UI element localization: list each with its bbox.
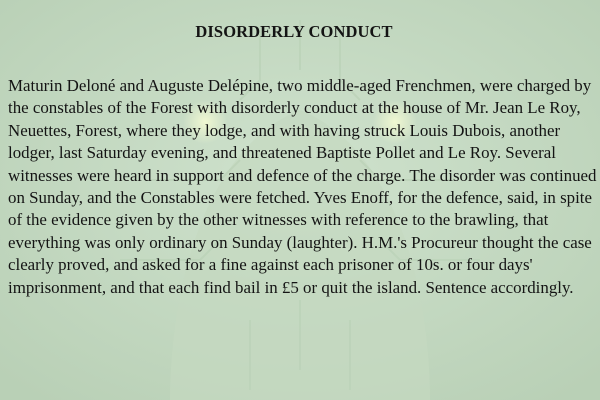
article-title: DISORDERLY CONDUCT <box>195 22 393 41</box>
article-body: Maturin Deloné and Auguste Delépine, two middle-aged Frenchmen, were charged by the constables of the Forest with disorderly conduct at the house of Mr. Jean Le Roy, Neuettes, Forest, where they lodge, and with having struck Louis Dubois, another lodger, last Saturday evening, and threatened Baptiste Pollet and Le Roy. Several witnesses were heard in support and defence of the charge. The disorder was continued on Sunday, and the Constables were fetched. Yves Enoff, for the defence, said, in spite of the evidence given by the other witnesses with reference to the brawling, that everything was only ordinary on Sunday (laughter). H.M.'s Procureur thought the case clearly proved, and asked for a fine against each prisoner of 10s. or four days' imprisonment, and that each find bail in £5 or quit the island. Sentence accordingly. <box>8 76 597 297</box>
